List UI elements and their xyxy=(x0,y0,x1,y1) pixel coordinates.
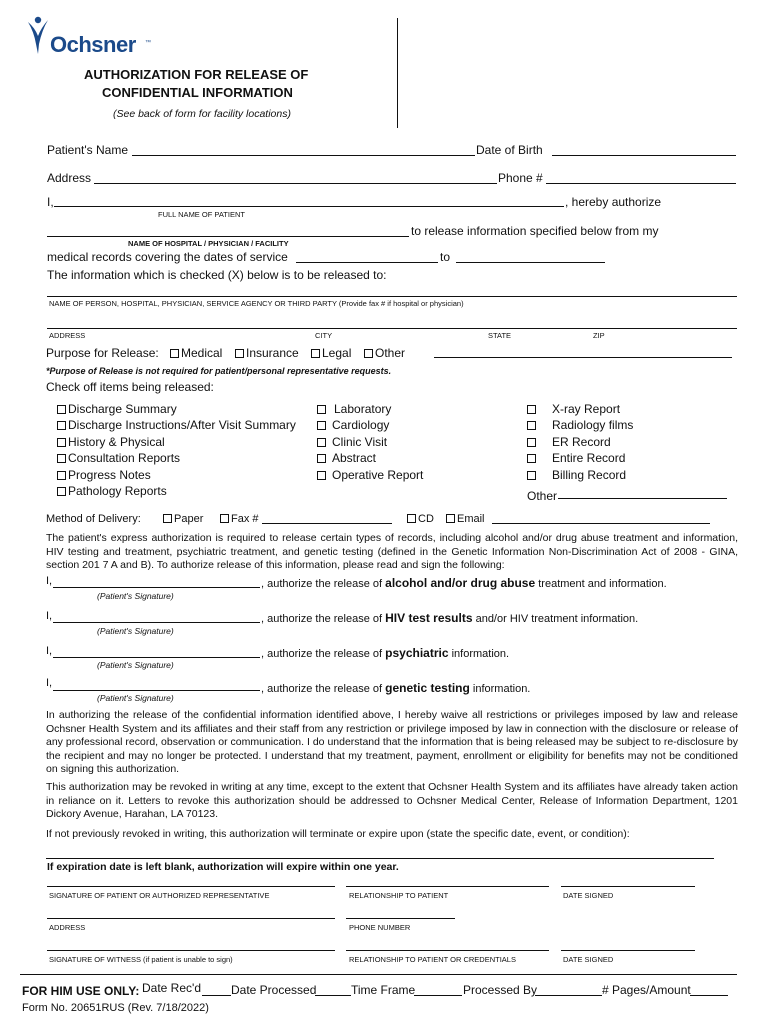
date-from-field[interactable] xyxy=(296,262,438,263)
item-er-record[interactable] xyxy=(527,434,633,450)
revoke-text: This authorization may be revoked in writing at any time, except to the extent that Ochsner Health System and its affiliates have already taken action in reliance on it. Letters to revoke this authorization should be addressed to Ochsner Medical Center, Release of Information Department, 1201 Dickory Avenue, Harahan, LA 70123. xyxy=(46,781,738,820)
signature-field[interactable] xyxy=(53,587,260,588)
checked-info-text: The information which is checked (X) below is to be released to: xyxy=(47,268,387,282)
item-label: Progress Notes xyxy=(68,467,151,482)
items-heading: Check off items being released: xyxy=(46,380,214,394)
item-consultation-reports[interactable] xyxy=(57,450,296,466)
checkbox[interactable] xyxy=(527,405,536,414)
sig-patient-field[interactable] xyxy=(47,886,335,887)
i-label: I, xyxy=(47,195,54,209)
item-label: Laboratory xyxy=(334,402,392,416)
logo-text: Ochsner xyxy=(50,32,136,57)
phone-label: Phone # xyxy=(498,171,543,185)
item-label: Abstract xyxy=(332,451,377,466)
fax-checkbox[interactable] xyxy=(220,514,229,523)
i-prefix: I, xyxy=(46,610,53,622)
authorize-line xyxy=(261,646,509,660)
hospital-field[interactable] xyxy=(47,236,409,237)
form-number: Form No. 20651RUS (Rev. 7/18/2022) xyxy=(22,1002,209,1014)
signature-field[interactable] xyxy=(53,690,260,691)
legal-label: Legal xyxy=(322,346,352,360)
address-field[interactable] xyxy=(94,183,497,184)
items-other-field[interactable] xyxy=(558,498,727,499)
item-label: Discharge Instructions/After Visit Summary xyxy=(68,418,296,433)
city-caption: CITY xyxy=(315,331,333,340)
checkbox[interactable] xyxy=(317,405,326,414)
items-other-label: Other xyxy=(527,489,558,503)
him-pages: # Pages/Amount xyxy=(602,983,691,997)
signature-field[interactable] xyxy=(53,657,260,658)
zip-caption: ZIP xyxy=(593,331,605,340)
recipient-caption: NAME OF PERSON, HOSPITAL, PHYSICIAN, SERVICE AGENCY OR THIRD PARTY (Provide fax # if hospital or physician) xyxy=(49,299,464,308)
him-label: FOR HIM USE ONLY: xyxy=(22,984,140,998)
items-col1 xyxy=(57,401,296,499)
item-billing-record[interactable] xyxy=(527,467,633,483)
item-label: History & Physical xyxy=(68,434,165,449)
checkbox[interactable] xyxy=(57,471,66,480)
cd-label: CD xyxy=(418,513,434,525)
patient-name-field[interactable] xyxy=(132,155,475,156)
him-date-recd-field[interactable] xyxy=(202,995,231,996)
i-prefix: I, xyxy=(46,575,53,587)
other-label: Other xyxy=(375,346,406,360)
express-authorization-text: The patient's express authorization is required to release certain types of records, including alcohol and/or drug abuse treatment and information, HIV testing and treatment, psychiatric treatment, and genetic testing (defined in the Genetic Information Non-Discrimination Act of 2008 - GINA, section 201 7 A and B). To authorize release of this information, please read and sign the following: xyxy=(46,532,738,571)
authorize-text: , authorize the release of xyxy=(261,613,383,625)
category-text: psychiatric xyxy=(385,646,449,660)
delivery-cd[interactable] xyxy=(407,513,434,525)
category-text: alcohol and/or drug abuse xyxy=(385,576,536,590)
checkbox[interactable] xyxy=(317,471,326,480)
signature-caption: (Patient's Signature) xyxy=(97,591,174,601)
waiver-text: In authorizing the release of the confidential information identified above, I hereby waive all restrictions or privileges imposed by law and release Ochsner Health System and its affiliates and their staff from any restriction or privilege imposed by law in connection with the disclosure or release of any professional record, observation or communication. I do understand that the information that is being released may be subject to re-disclosure by the recipient and may no longer be protected. I understand that my treatment, payment, enrollment or eligibility for benefits may not be conditioned on signing this authorization. xyxy=(46,709,738,775)
signature-caption: (Patient's Signature) xyxy=(97,693,174,703)
relationship-cred-caption: RELATIONSHIP TO PATIENT OR CREDENTIALS xyxy=(349,955,516,964)
authorize-text: , authorize the release of xyxy=(261,648,383,660)
checkbox[interactable] xyxy=(57,405,66,414)
him-processed-by-field[interactable] xyxy=(535,995,602,996)
address-label: Address xyxy=(47,171,92,185)
hospital-caption: NAME OF HOSPITAL / PHYSICIAN / FACILITY xyxy=(128,239,289,248)
him-rule xyxy=(20,974,737,975)
checkbox[interactable] xyxy=(317,438,326,447)
item-label: Discharge Summary xyxy=(68,402,177,416)
authorize-line xyxy=(261,611,638,625)
item-abstract[interactable] xyxy=(317,450,423,466)
delivery-label: Method of Delivery: xyxy=(46,513,141,525)
i-prefix: I, xyxy=(46,677,53,689)
full-name-field[interactable] xyxy=(54,206,564,207)
item-label: Billing Record xyxy=(552,467,627,482)
signature-caption: (Patient's Signature) xyxy=(97,660,174,670)
sig-witness-caption: SIGNATURE OF WITNESS (if patient is unable to sign) xyxy=(49,955,233,964)
paper-checkbox[interactable] xyxy=(163,514,172,523)
date-to-field[interactable] xyxy=(456,262,605,263)
relationship-cred-field[interactable] xyxy=(346,950,549,951)
item-discharge-instructions[interactable] xyxy=(57,417,296,433)
fax-label: Fax # xyxy=(231,513,259,525)
item-clinic-visit[interactable] xyxy=(317,434,423,450)
item-discharge-summary[interactable] xyxy=(57,401,296,417)
fax-number-field[interactable] xyxy=(262,523,392,524)
expire-field[interactable] xyxy=(46,858,714,859)
hereby-text: , hereby authorize xyxy=(565,195,662,209)
him-time-frame: Time Frame xyxy=(351,983,416,997)
signature-caption: (Patient's Signature) xyxy=(97,626,174,636)
category-text: HIV test results xyxy=(385,611,473,625)
purpose-medical[interactable] xyxy=(170,346,222,360)
authorize-text: , authorize the release of xyxy=(261,578,383,590)
purpose-insurance[interactable] xyxy=(235,346,299,360)
item-label: Entire Record xyxy=(552,451,626,466)
expire-text: If not previously revoked in writing, this authorization will terminate or expire upon (state the specific date, event, or condition): xyxy=(46,828,630,840)
to-release-text: to release information specified below from my xyxy=(411,224,659,238)
recipient-address-field[interactable] xyxy=(47,328,737,329)
purpose-other-field[interactable] xyxy=(434,357,732,358)
sig-witness-field[interactable] xyxy=(47,950,335,951)
email-label: Email xyxy=(457,513,485,525)
purpose-legal[interactable] xyxy=(311,346,351,360)
insurance-label: Insurance xyxy=(246,346,299,360)
item-radiology-films[interactable] xyxy=(527,417,633,433)
authorize-line xyxy=(261,576,667,590)
him-pages-field[interactable] xyxy=(690,995,728,996)
address-caption: ADDRESS xyxy=(49,331,86,340)
item-laboratory[interactable] xyxy=(317,401,423,417)
him-processed-by: Processed By xyxy=(463,983,538,997)
cd-checkbox[interactable] xyxy=(407,514,416,523)
item-label: ER Record xyxy=(552,434,611,449)
checkbox[interactable] xyxy=(317,421,326,430)
item-operative-report[interactable] xyxy=(317,467,423,483)
category-text: genetic testing xyxy=(385,681,470,695)
item-history-physical[interactable] xyxy=(57,434,296,450)
category-suffix: and/or HIV treatment information. xyxy=(475,613,639,625)
expire-blank-note: If expiration date is left blank, authorization will expire within one year. xyxy=(47,861,399,873)
item-label: Clinic Visit xyxy=(332,434,388,449)
him-date-processed-field[interactable] xyxy=(315,995,351,996)
delivery-fax[interactable] xyxy=(220,513,259,525)
sig-phone-caption: PHONE NUMBER xyxy=(349,923,411,932)
signature-field[interactable] xyxy=(53,622,260,623)
checkbox[interactable] xyxy=(57,421,66,430)
him-date-processed: Date Processed xyxy=(231,983,317,997)
form-subtitle: (See back of form for facility locations) xyxy=(113,108,291,120)
checkbox[interactable] xyxy=(527,421,536,430)
sig-phone-field[interactable] xyxy=(346,918,455,919)
checkbox[interactable] xyxy=(527,454,536,463)
insurance-checkbox[interactable] xyxy=(235,349,244,358)
email-field[interactable] xyxy=(492,523,710,524)
item-label: Operative Report xyxy=(332,467,424,482)
other-checkbox[interactable] xyxy=(364,349,373,358)
logo-tm: ™ xyxy=(145,40,151,46)
dob-label: Date of Birth xyxy=(476,143,543,157)
date-signed-caption: DATE SIGNED xyxy=(563,891,614,900)
dates-of-service-text: medical records covering the dates of service xyxy=(47,250,288,264)
form-title-line1: AUTHORIZATION FOR RELEASE OF xyxy=(84,67,309,82)
purpose-other[interactable] xyxy=(364,346,405,360)
item-label: Cardiology xyxy=(332,418,390,433)
to-text: to xyxy=(440,250,451,264)
items-col3 xyxy=(527,401,633,483)
authorize-text: , authorize the release of xyxy=(261,683,383,695)
legal-checkbox[interactable] xyxy=(311,349,320,358)
checkbox[interactable] xyxy=(57,454,66,463)
item-cardiology[interactable] xyxy=(317,417,423,433)
date-signed2-field[interactable] xyxy=(561,950,695,951)
full-name-caption: FULL NAME OF PATIENT xyxy=(158,210,245,219)
checkbox[interactable] xyxy=(317,454,326,463)
item-label: Radiology films xyxy=(552,418,634,433)
checkbox[interactable] xyxy=(527,438,536,447)
form-title-line2: CONFIDENTIAL INFORMATION xyxy=(102,85,293,100)
relationship-field[interactable] xyxy=(346,886,549,887)
sig-address-field[interactable] xyxy=(47,918,335,919)
date-signed2-caption: DATE SIGNED xyxy=(563,955,614,964)
item-label: Pathology Reports xyxy=(68,484,167,499)
delivery-paper[interactable] xyxy=(163,513,203,525)
category-suffix: treatment and information. xyxy=(538,578,667,590)
him-date-recd: Date Rec'd xyxy=(142,981,201,995)
checkbox[interactable] xyxy=(57,487,66,496)
i-prefix: I, xyxy=(46,645,53,657)
phone-field[interactable] xyxy=(546,183,736,184)
item-label: X-ray Report xyxy=(552,402,621,416)
item-xray-report[interactable] xyxy=(527,401,633,417)
state-caption: STATE xyxy=(488,331,512,340)
ochsner-figure-icon xyxy=(26,16,50,56)
category-suffix: information. xyxy=(472,683,531,695)
items-col2 xyxy=(317,401,423,483)
item-entire-record[interactable] xyxy=(527,450,633,466)
header-divider xyxy=(397,18,398,128)
relationship-caption: RELATIONSHIP TO PATIENT xyxy=(349,891,449,900)
recipient-field[interactable] xyxy=(47,296,737,297)
him-time-frame-field[interactable] xyxy=(414,995,462,996)
paper-label: Paper xyxy=(174,513,204,525)
checkbox[interactable] xyxy=(527,471,536,480)
item-pathology-reports[interactable] xyxy=(57,483,296,499)
purpose-note: *Purpose of Release is not required for patient/personal representative requests. xyxy=(46,366,392,376)
medical-label: Medical xyxy=(181,346,223,360)
sig-address-caption: ADDRESS xyxy=(49,923,86,932)
email-checkbox[interactable] xyxy=(446,514,455,523)
patient-name-label: Patient's Name xyxy=(47,143,128,157)
date-signed-field[interactable] xyxy=(561,886,695,887)
category-suffix: information. xyxy=(451,648,510,660)
dob-field[interactable] xyxy=(552,155,736,156)
item-label: Consultation Reports xyxy=(68,451,181,466)
sig-patient-caption: SIGNATURE OF PATIENT OR AUTHORIZED REPRESENTATIVE xyxy=(49,891,270,900)
checkbox[interactable] xyxy=(57,438,66,447)
purpose-label: Purpose for Release: xyxy=(46,346,159,360)
item-progress-notes[interactable] xyxy=(57,467,296,483)
authorize-line xyxy=(261,681,530,695)
delivery-email[interactable] xyxy=(446,513,485,525)
medical-checkbox[interactable] xyxy=(170,349,179,358)
